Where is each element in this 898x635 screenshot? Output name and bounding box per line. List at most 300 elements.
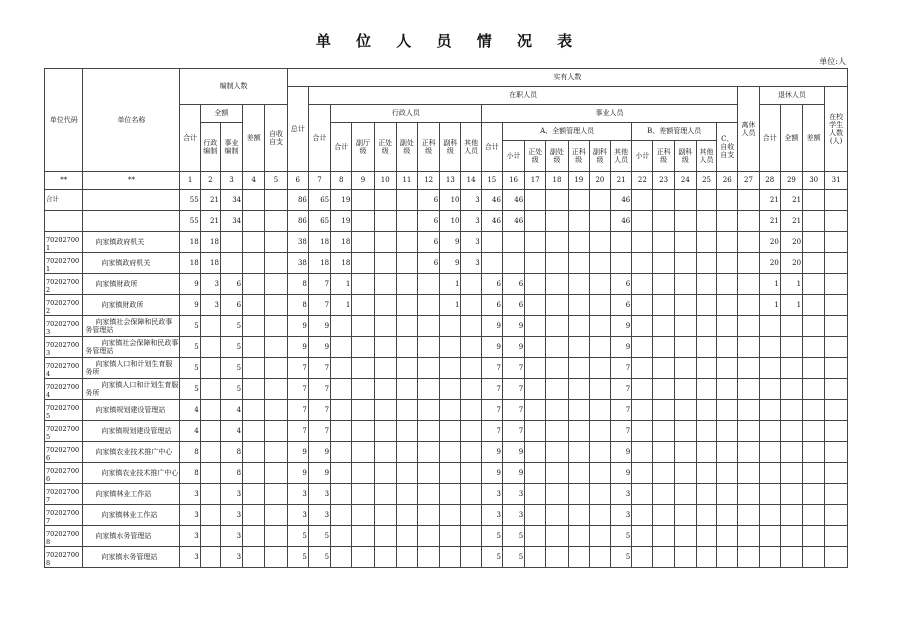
value-cell: [589, 421, 610, 442]
value-cell: [674, 337, 696, 358]
table-row: [45, 316, 848, 337]
value-cell: [632, 274, 653, 295]
value-cell: [611, 232, 632, 253]
header-tuixiu: 退休人员: [759, 87, 825, 105]
value-cell: [589, 463, 610, 484]
index-cell: 28: [759, 172, 780, 190]
value-cell: 34: [220, 190, 242, 211]
unit-name-cell: 向家镇林业工作站: [83, 484, 180, 505]
value-cell: [461, 547, 481, 568]
value-cell: [825, 295, 848, 316]
value-cell: [759, 463, 780, 484]
value-cell: [653, 463, 674, 484]
value-cell: [374, 190, 396, 211]
value-cell: [780, 421, 802, 442]
value-cell: [696, 505, 716, 526]
value-cell: [396, 526, 417, 547]
unit-code-cell: 702027004: [45, 379, 83, 400]
value-cell: [502, 253, 524, 274]
value-cell: [265, 295, 287, 316]
value-cell: [200, 505, 220, 526]
value-cell: [803, 421, 825, 442]
value-cell: [331, 442, 352, 463]
value-cell: [546, 358, 568, 379]
unit-code-cell: 702027004: [45, 358, 83, 379]
value-cell: [525, 463, 546, 484]
value-cell: [525, 232, 546, 253]
value-cell: 3: [220, 526, 242, 547]
value-cell: [653, 253, 674, 274]
index-cell: 9: [352, 172, 374, 190]
value-cell: [717, 421, 738, 442]
value-cell: [440, 358, 461, 379]
value-cell: [738, 274, 759, 295]
value-cell: [440, 316, 461, 337]
value-cell: [220, 253, 242, 274]
value-cell: [331, 526, 352, 547]
value-cell: [803, 484, 825, 505]
value-cell: [589, 253, 610, 274]
value-cell: [632, 526, 653, 547]
value-cell: [396, 547, 417, 568]
unit-name-cell: 向家镇人口和计划生育服务所: [83, 358, 180, 379]
value-cell: [738, 316, 759, 337]
value-cell: [803, 505, 825, 526]
value-cell: 9: [308, 337, 330, 358]
value-cell: [568, 547, 589, 568]
header-a-zhengke: 正科级: [568, 141, 589, 172]
value-cell: 9: [481, 442, 502, 463]
value-cell: 9: [611, 442, 632, 463]
value-cell: [589, 442, 610, 463]
value-cell: 5: [308, 526, 330, 547]
index-cell: 23: [653, 172, 674, 190]
index-cell: 22: [632, 172, 653, 190]
value-cell: [696, 190, 716, 211]
value-cell: [759, 484, 780, 505]
value-cell: 3: [481, 505, 502, 526]
value-cell: 3: [461, 211, 481, 232]
value-cell: [653, 400, 674, 421]
value-cell: 21: [200, 211, 220, 232]
table-row: [45, 526, 848, 547]
index-cell: 21: [611, 172, 632, 190]
value-cell: [780, 400, 802, 421]
value-cell: [780, 316, 802, 337]
value-cell: [696, 316, 716, 337]
unit-name-cell: 向家镇社会保障和民政事务管理站: [83, 316, 180, 337]
value-cell: [717, 295, 738, 316]
value-cell: 9: [287, 316, 308, 337]
index-cell: 10: [374, 172, 396, 190]
value-cell: [243, 232, 265, 253]
header-b-zhengke: 正科级: [653, 141, 674, 172]
value-cell: [265, 211, 287, 232]
value-cell: [738, 211, 759, 232]
value-cell: 8: [220, 442, 242, 463]
value-cell: [825, 316, 848, 337]
header-row-1: [45, 69, 848, 87]
value-cell: 7: [308, 295, 330, 316]
value-cell: [331, 547, 352, 568]
value-cell: [717, 442, 738, 463]
value-cell: 5: [502, 547, 524, 568]
unit-name-cell: 向家镇林业工作站: [83, 505, 180, 526]
value-cell: [352, 337, 374, 358]
value-cell: 5: [220, 379, 242, 400]
value-cell: [243, 274, 265, 295]
value-cell: [396, 253, 417, 274]
value-cell: [352, 253, 374, 274]
value-cell: [525, 211, 546, 232]
value-cell: [352, 484, 374, 505]
unit-code-cell: 702027003: [45, 337, 83, 358]
value-cell: 6: [481, 295, 502, 316]
header-tx-chae: 差额: [803, 105, 825, 172]
table-body: [45, 190, 848, 568]
value-cell: 5: [180, 379, 200, 400]
header-bianzhi: 编制人数: [180, 69, 287, 105]
value-cell: [696, 484, 716, 505]
value-cell: [674, 253, 696, 274]
value-cell: 46: [611, 190, 632, 211]
value-cell: [568, 190, 589, 211]
value-cell: 6: [502, 295, 524, 316]
value-cell: [759, 379, 780, 400]
unit-code-cell: 702027001: [45, 232, 83, 253]
value-cell: [653, 211, 674, 232]
value-cell: [653, 274, 674, 295]
value-cell: [568, 484, 589, 505]
value-cell: 7: [502, 400, 524, 421]
value-cell: [568, 232, 589, 253]
value-cell: [589, 211, 610, 232]
value-cell: [717, 379, 738, 400]
header-shiye-bianzhi: 事业编制: [220, 123, 242, 172]
value-cell: [396, 505, 417, 526]
value-cell: 5: [220, 316, 242, 337]
value-cell: [546, 337, 568, 358]
value-cell: [265, 379, 287, 400]
value-cell: [243, 526, 265, 547]
index-cell: 20: [589, 172, 610, 190]
value-cell: 5: [180, 316, 200, 337]
index-cell: **: [83, 172, 180, 190]
value-cell: [352, 232, 374, 253]
value-cell: [546, 463, 568, 484]
value-cell: 3: [461, 253, 481, 274]
value-cell: [440, 379, 461, 400]
unit-name-cell: 向家镇水务管理站: [83, 547, 180, 568]
header-a-fuchu: 副处级: [546, 141, 568, 172]
value-cell: [759, 400, 780, 421]
value-cell: 3: [502, 484, 524, 505]
value-cell: [418, 379, 440, 400]
value-cell: 9: [308, 463, 330, 484]
value-cell: [396, 316, 417, 337]
value-cell: [780, 442, 802, 463]
index-cell: 2: [200, 172, 220, 190]
index-cell: 31: [825, 172, 848, 190]
unit-name-cell: 向家镇农业技术推广中心: [83, 442, 180, 463]
value-cell: [759, 358, 780, 379]
value-cell: [589, 337, 610, 358]
table-row: [45, 484, 848, 505]
value-cell: 3: [200, 274, 220, 295]
value-cell: [738, 463, 759, 484]
value-cell: [653, 337, 674, 358]
value-cell: [653, 295, 674, 316]
value-cell: [653, 421, 674, 442]
value-cell: [331, 316, 352, 337]
value-cell: [825, 232, 848, 253]
unit-code-cell: 702027007: [45, 505, 83, 526]
unit-name-cell: [83, 190, 180, 211]
value-cell: [717, 358, 738, 379]
value-cell: [396, 274, 417, 295]
value-cell: 65: [308, 190, 330, 211]
value-cell: [200, 442, 220, 463]
value-cell: 19: [331, 211, 352, 232]
value-cell: [738, 295, 759, 316]
value-cell: 5: [220, 358, 242, 379]
value-cell: 5: [611, 547, 632, 568]
value-cell: [440, 526, 461, 547]
value-cell: [525, 253, 546, 274]
value-cell: [440, 400, 461, 421]
value-cell: [546, 505, 568, 526]
value-cell: 3: [180, 526, 200, 547]
value-cell: [200, 358, 220, 379]
value-cell: [738, 337, 759, 358]
value-cell: 9: [287, 337, 308, 358]
value-cell: [803, 442, 825, 463]
value-cell: [759, 442, 780, 463]
value-cell: [418, 442, 440, 463]
table-row: [45, 400, 848, 421]
unit-code-cell: 702027005: [45, 400, 83, 421]
table-row: [45, 463, 848, 484]
value-cell: [374, 400, 396, 421]
table-row: [45, 442, 848, 463]
value-cell: [738, 442, 759, 463]
value-cell: [825, 547, 848, 568]
value-cell: [780, 463, 802, 484]
value-cell: [717, 316, 738, 337]
value-cell: [418, 526, 440, 547]
header-b-qita: 其他人员: [696, 141, 716, 172]
header-zhengke: 正科级: [418, 123, 440, 172]
value-cell: [265, 526, 287, 547]
value-cell: [461, 463, 481, 484]
value-cell: 21: [200, 190, 220, 211]
value-cell: [396, 400, 417, 421]
value-cell: [696, 463, 716, 484]
value-cell: [589, 358, 610, 379]
value-cell: [738, 253, 759, 274]
index-cell: 6: [287, 172, 308, 190]
value-cell: [780, 547, 802, 568]
value-cell: [696, 400, 716, 421]
value-cell: [546, 295, 568, 316]
value-cell: 5: [481, 526, 502, 547]
value-cell: 55: [180, 211, 200, 232]
value-cell: [418, 421, 440, 442]
value-cell: [374, 463, 396, 484]
value-cell: [759, 505, 780, 526]
value-cell: [568, 400, 589, 421]
value-cell: 8: [220, 463, 242, 484]
value-cell: [461, 442, 481, 463]
value-cell: [352, 547, 374, 568]
value-cell: [717, 190, 738, 211]
value-cell: [440, 337, 461, 358]
value-cell: [738, 505, 759, 526]
value-cell: [352, 211, 374, 232]
index-cell: 29: [780, 172, 802, 190]
value-cell: 1: [780, 295, 802, 316]
value-cell: 7: [611, 379, 632, 400]
value-cell: [200, 400, 220, 421]
value-cell: 18: [331, 253, 352, 274]
unit-label: 单位:人: [819, 57, 846, 66]
index-cell: 11: [396, 172, 417, 190]
unit-code-cell: 702027002: [45, 274, 83, 295]
value-cell: [200, 316, 220, 337]
value-cell: [717, 211, 738, 232]
value-cell: [568, 274, 589, 295]
value-cell: [589, 400, 610, 421]
value-cell: [674, 295, 696, 316]
value-cell: 5: [220, 337, 242, 358]
value-cell: [568, 379, 589, 400]
value-cell: 8: [287, 295, 308, 316]
index-cell: 16: [502, 172, 524, 190]
header-futing: 副厅级: [352, 123, 374, 172]
value-cell: 7: [481, 379, 502, 400]
value-cell: [200, 421, 220, 442]
value-cell: 21: [759, 190, 780, 211]
value-cell: [396, 190, 417, 211]
value-cell: [461, 295, 481, 316]
value-cell: [502, 232, 524, 253]
header-shiyou: 实有人数: [287, 69, 847, 87]
value-cell: [418, 484, 440, 505]
value-cell: 8: [180, 442, 200, 463]
value-cell: [331, 505, 352, 526]
value-cell: [696, 253, 716, 274]
value-cell: 9: [502, 442, 524, 463]
header-sy-heji: 合计: [481, 123, 502, 172]
value-cell: [803, 253, 825, 274]
value-cell: [461, 526, 481, 547]
value-cell: [396, 463, 417, 484]
value-cell: 9: [308, 442, 330, 463]
value-cell: [374, 295, 396, 316]
index-cell: 13: [440, 172, 461, 190]
value-cell: 6: [418, 253, 440, 274]
header-qita: 其他人员: [461, 123, 481, 172]
index-cell: 7: [308, 172, 330, 190]
value-cell: [568, 295, 589, 316]
value-cell: [717, 232, 738, 253]
index-cell: 25: [696, 172, 716, 190]
value-cell: [418, 337, 440, 358]
value-cell: [568, 253, 589, 274]
value-cell: [738, 526, 759, 547]
value-cell: [696, 526, 716, 547]
value-cell: [331, 421, 352, 442]
value-cell: 18: [200, 253, 220, 274]
value-cell: [589, 274, 610, 295]
value-cell: [374, 421, 396, 442]
value-cell: [803, 232, 825, 253]
value-cell: 3: [308, 505, 330, 526]
value-cell: [243, 253, 265, 274]
value-cell: [352, 400, 374, 421]
value-cell: [653, 442, 674, 463]
value-cell: [525, 358, 546, 379]
value-cell: [632, 484, 653, 505]
unit-code-cell: 702027007: [45, 484, 83, 505]
value-cell: [265, 484, 287, 505]
value-cell: 3: [481, 484, 502, 505]
value-cell: 9: [440, 253, 461, 274]
value-cell: 46: [481, 190, 502, 211]
value-cell: [717, 337, 738, 358]
value-cell: [632, 337, 653, 358]
header-lixiu: 离休人员: [738, 87, 759, 172]
value-cell: 7: [502, 421, 524, 442]
value-cell: [825, 379, 848, 400]
value-cell: 46: [481, 211, 502, 232]
header-b-chae: B、差额管理人员: [632, 123, 717, 141]
value-cell: 3: [611, 505, 632, 526]
value-cell: [568, 211, 589, 232]
table-row: [45, 274, 848, 295]
table-row: [45, 505, 848, 526]
value-cell: [653, 232, 674, 253]
page-title: 单 位 人 员 情 况 表: [315, 32, 583, 50]
header-fuke: 副科级: [440, 123, 461, 172]
unit-code-cell: 702027001: [45, 253, 83, 274]
value-cell: 7: [611, 358, 632, 379]
header-quane: 全额: [200, 105, 242, 123]
value-cell: [696, 358, 716, 379]
value-cell: [803, 400, 825, 421]
value-cell: 6: [611, 295, 632, 316]
value-cell: [674, 421, 696, 442]
value-cell: [780, 358, 802, 379]
value-cell: [632, 421, 653, 442]
value-cell: [525, 400, 546, 421]
value-cell: 1: [780, 274, 802, 295]
unit-code-cell: 702027008: [45, 526, 83, 547]
unit-code-cell: 702027006: [45, 463, 83, 484]
value-cell: [243, 358, 265, 379]
value-cell: 20: [759, 253, 780, 274]
value-cell: [374, 358, 396, 379]
table-row: [45, 421, 848, 442]
value-cell: [803, 463, 825, 484]
table-row: [45, 232, 848, 253]
value-cell: [461, 274, 481, 295]
value-cell: [243, 547, 265, 568]
value-cell: [759, 421, 780, 442]
value-cell: 9: [611, 463, 632, 484]
value-cell: 3: [180, 547, 200, 568]
value-cell: 9: [308, 316, 330, 337]
